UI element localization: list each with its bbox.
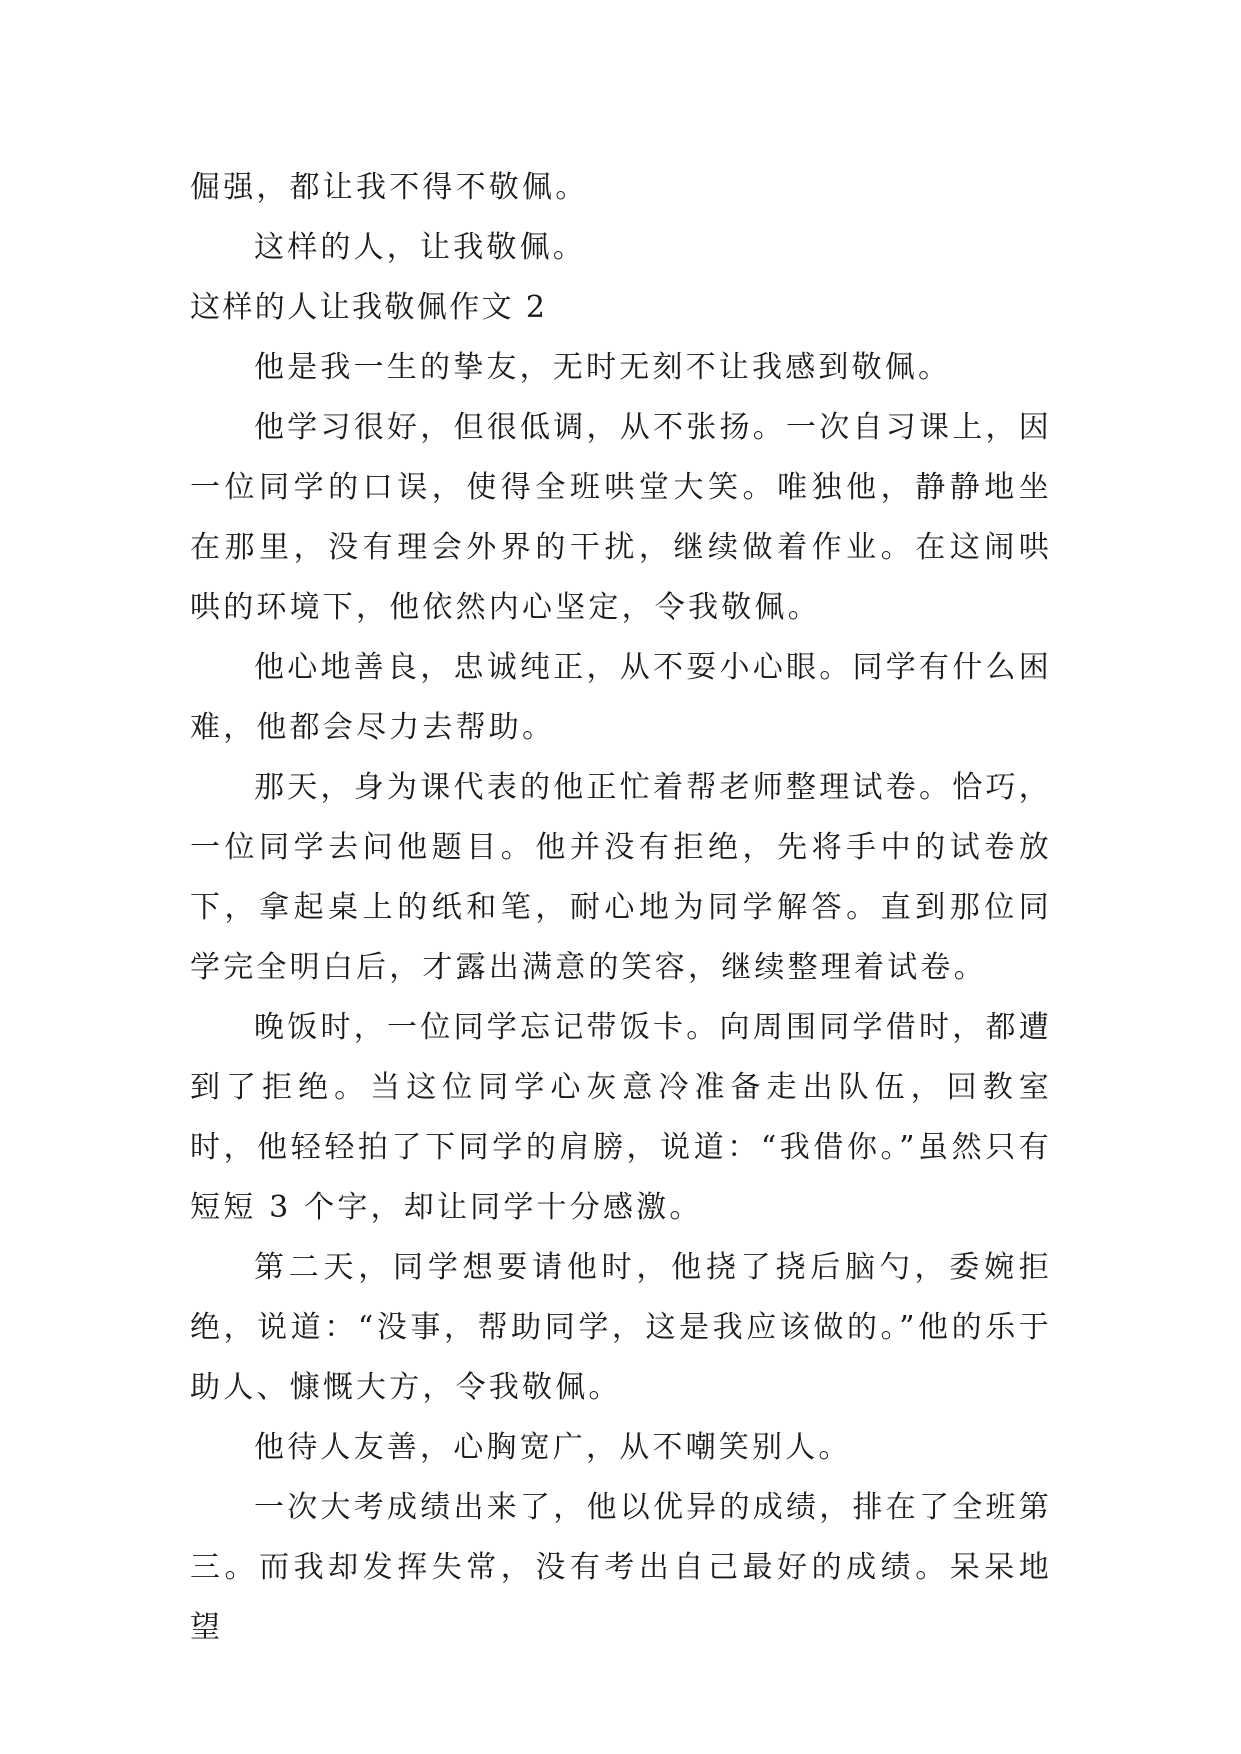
paragraph-8: 第二天，同学想要请他时，他挠了挠后脑勺，委婉拒绝，说道：“没事，帮助同学，这是我应该做的。”他的乐于助人、慷慨大方，令我敬佩。	[190, 1250, 1052, 1405]
paragraph-7: 晚饭时，一位同学忘记带饭卡。向周围同学借时，都遭到了拒绝。当这位同学心灰意冷准备走出队伍，回教室时，他轻轻拍了下同学的肩膀，说道：“我借你。”虽然只有短短 3 个字，却让同学十分感激。	[190, 1010, 1052, 1225]
paragraph-10: 一次大考成绩出来了，他以优异的成绩，排在了全班第三。而我却发挥失常，没有考出自己最好的成绩。呆呆地望	[190, 1490, 1052, 1645]
paragraph-3: 他是我一生的挚友，无时无刻不让我感到敬佩。	[254, 350, 952, 385]
paragraph-1: 倔强，都让我不得不敬佩。	[190, 170, 589, 205]
document-body	[190, 158, 1052, 1658]
paragraph-6: 那天，身为课代表的他正忙着帮老师整理试卷。恰巧，一位同学去问他题目。他并没有拒绝，先将手中的试卷放下，拿起桌上的纸和笔，耐心地为同学解答。直到那位同学完全明白后，才露出满意的笑容，继续整理着试卷。	[190, 770, 1052, 985]
paragraph-2: 这样的人，让我敬佩。	[254, 230, 586, 265]
paragraph-9: 他待人友善，心胸宽广，从不嘲笑别人。	[254, 1430, 852, 1465]
paragraph-4: 他学习很好，但很低调，从不张扬。一次自习课上，因一位同学的口误，使得全班哄堂大笑。唯独他，静静地坐在那里，没有理会外界的干扰，继续做着作业。在这闹哄哄的环境下，他依然内心坚定，令我敬佩。	[190, 410, 1052, 625]
essay-heading: 这样的人让我敬佩作文 2	[190, 290, 548, 325]
paragraph-5: 他心地善良，忠诚纯正，从不耍小心眼。同学有什么困难，他都会尽力去帮助。	[190, 650, 1052, 745]
